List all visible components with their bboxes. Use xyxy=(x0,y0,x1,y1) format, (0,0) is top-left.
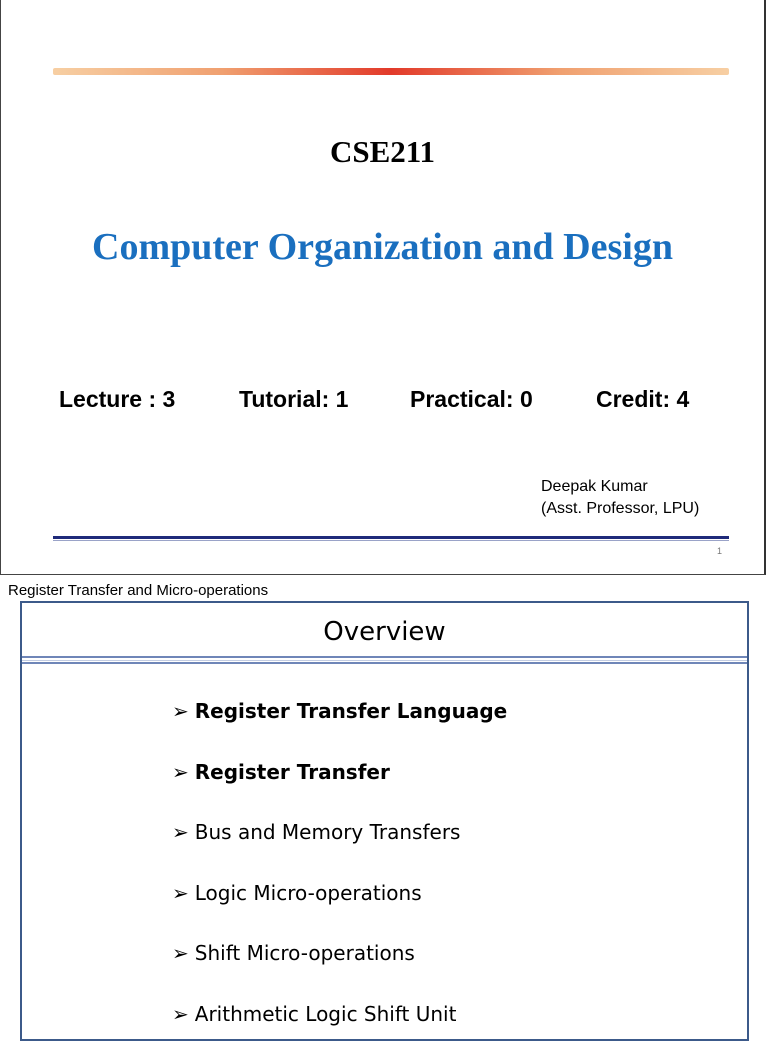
page-number: 1 xyxy=(717,546,723,556)
author-block xyxy=(541,476,699,520)
lecture-hours: Lecture : 3 xyxy=(59,386,176,412)
arrow-bullet-icon: ➢ xyxy=(172,941,189,965)
heading-rule xyxy=(22,656,747,658)
credit-count: Credit: 4 xyxy=(596,386,690,412)
arrow-bullet-icon: ➢ xyxy=(172,1002,189,1026)
list-item-text: Register Transfer xyxy=(194,760,390,784)
list-item xyxy=(172,881,422,905)
bottom-divider xyxy=(53,536,729,539)
author-role: (Asst. Professor, LPU) xyxy=(541,500,700,517)
slide-section-label: Register Transfer and Micro-operations xyxy=(8,582,269,599)
list-item-text: Register Transfer Language xyxy=(194,699,508,723)
list-item xyxy=(172,820,460,844)
heading-rule xyxy=(22,662,747,664)
list-item xyxy=(172,1002,456,1026)
list-item xyxy=(172,760,390,784)
list-item-text: Logic Micro-operations xyxy=(194,881,422,905)
arrow-bullet-icon: ➢ xyxy=(172,760,189,784)
list-item-text: Arithmetic Logic Shift Unit xyxy=(194,1002,457,1026)
list-item xyxy=(172,699,507,723)
arrow-bullet-icon: ➢ xyxy=(172,820,189,844)
arrow-bullet-icon: ➢ xyxy=(172,881,189,905)
arrow-bullet-icon: ➢ xyxy=(172,699,189,723)
list-item xyxy=(172,941,415,965)
list-item-text: Bus and Memory Transfers xyxy=(194,820,461,844)
overview-heading: Overview xyxy=(323,617,446,647)
tutorial-hours: Tutorial: 1 xyxy=(239,386,349,412)
overview-slide xyxy=(20,601,749,1041)
course-title: Computer Organization and Design xyxy=(92,226,673,268)
top-gradient-divider xyxy=(53,68,729,75)
practical-hours: Practical: 0 xyxy=(410,386,533,412)
course-code: CSE211 xyxy=(329,134,436,169)
heading-rule xyxy=(22,660,747,661)
list-item-text: Shift Micro-operations xyxy=(194,941,415,965)
author-name: Deepak Kumar xyxy=(541,478,648,495)
bottom-divider-shadow xyxy=(53,540,729,541)
